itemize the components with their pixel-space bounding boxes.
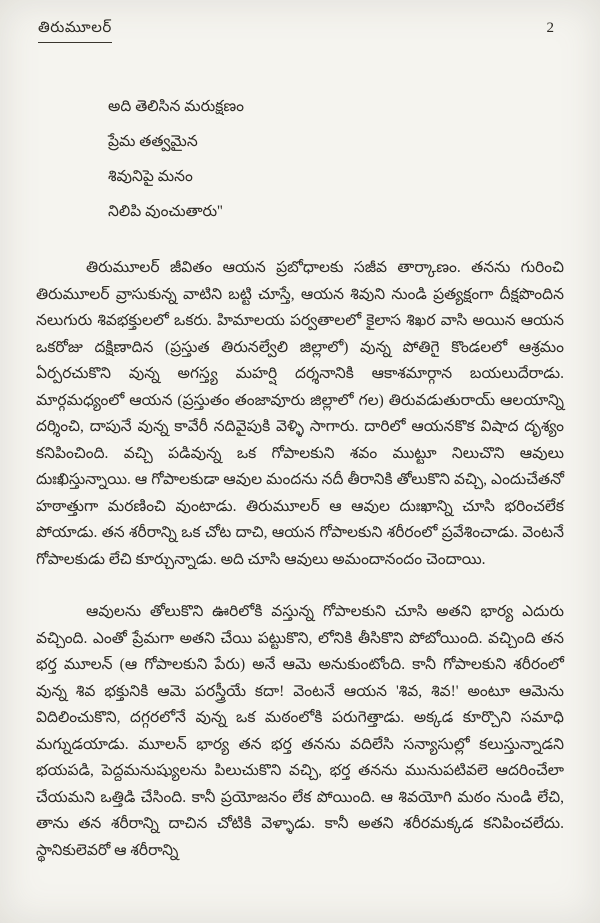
running-title: తిరుమూలర్ <box>38 20 112 43</box>
verse-line: ప్రేమ తత్వమైన <box>108 133 198 150</box>
page-number: 2 <box>546 20 554 36</box>
paragraph: ఆవులను తోలుకొని ఊరిలోకి వస్తున్న గోపాలకుని చూసి అతని భార్య ఎదురు వచ్చింది. ఎంతో ప్రేమగా అతని చేయి పట్టుకొని, లోనికి తీసికొని పోబోయింది. వచ్చింది తన భర్త మూలన్ (ఆ గోపాలకుని పేరు) అనే ఆమె అనుకుంటోంది. కానీ గోపాలకుని శరీరంలో వున్న శివ భక్తునికి ఆమె పరస్త్రీయే కదా! వెంటనే ఆయన 'శివ, శివ!' అంటూ ఆమెను విదిలించుకొని, దగ్గరలోనే వున్న ఒక మఠంలోకి పరుగెత్తాడు. అక్కడ కూర్చొని సమాధి మగ్నుడయాడు. మూలన్ భార్య తన భర్త తనను వదిలేసి సన్యాసుల్లో కలుస్తున్నాడని భయపడి, పెద్దమనుష్యులను పిలుచుకొని వచ్చి, భర్త తనను మునుపటివలె ఆదరించేలా చేయమని ఒత్తిడి చేసింది. కానీ ప్రయోజనం లేక పోయింది. ఆ శివయోగి మఠం నుండి లేచి, తాను తన శరీరాన్ని దాచిన చోటికి వెళ్ళాడు. కానీ అతని శరీరమక్కడ కనిపించలేదు. స్థానికులెవరో ఆ శరీరాన్ని <box>36 603 564 859</box>
page-header <box>0 0 600 43</box>
paragraph: తిరుమూలర్ జీవితం ఆయన ప్రబోధాలకు సజీవ తార్కాణం. తనను గురించి తిరుమూలర్ వ్రాసుకున్న వాటిని బట్టి చూస్తే, ఆయన శివుని నుండి ప్రత్యక్షంగా దీక్షపొందిన నలుగురు శివభక్తులలో ఒకరు. హిమాలయ పర్వతాలలో కైలాస శిఖర వాసి అయిన ఆయన ఒకరోజు దక్షిణాదిన (ప్రస్తుత తిరునల్వేలి జిల్లాలో) వున్న పోతిగై కొండలలో ఆశ్రమం ఏర్పరచుకొని వున్న అగస్త్య మహర్షి దర్శనానికి ఆకాశమార్గాన బయలుదేరాడు. మార్గమధ్యంలో ఆయన (ప్రస్తుతం తంజావూరు జిల్లాలో గల) తిరువడుతురాయ్ ఆలయాన్ని దర్శించి, దాపునే వున్న కావేరీ నదివైపుకి వెళ్ళి సాగారు. దారిలో ఆయనకొక విషాద దృశ్యం కనిపించింది. వచ్చి పడివున్న ఒక గోపాలకుని శవం ముట్టూ నిలుచొని ఆవులు దుఃఖిస్తున్నాయి. ఆ గోపాలకుడా ఆవుల మందను నదీ తీరానికి తోలుకొని వచ్చి, ఎందుచేతనో హఠాత్తుగా మరణించి వుంటాడు. తిరుమూలర్ ఆ ఆవుల దుఃఖాన్ని చూసి భరించలేక పోయాడు. తన శరీరాన్ని ఒక చోట దాచి, ఆయన గోపాలకుని శరీరంలో ప్రవేశించాడు. వెంటనే గోపాలకుడు లేచి కూర్చున్నాడు. అది చూసి ఆవులు అమందానందం చెందాయి. <box>36 259 564 568</box>
verse-block <box>108 89 564 229</box>
body-text <box>36 255 564 864</box>
verse-line: నిలిపి వుంచుతారు'' <box>108 203 223 220</box>
verse-line: అది తెలిసిన మరుక్షణం <box>108 98 244 115</box>
verse-line: శివునిపై మనం <box>108 168 193 185</box>
